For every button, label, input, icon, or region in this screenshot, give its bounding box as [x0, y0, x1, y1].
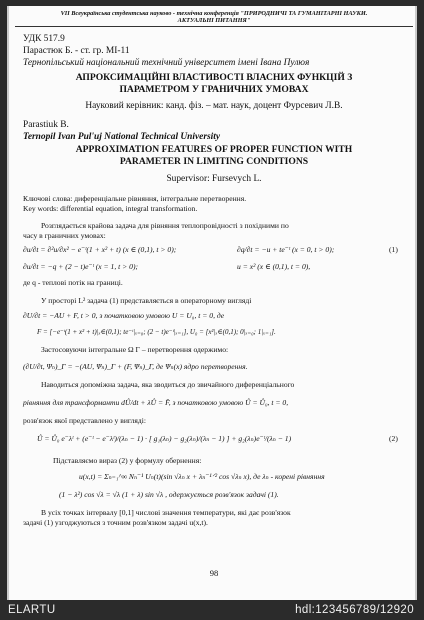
author-en: Parastiuk B. — [23, 120, 69, 130]
supervisor-ua: Науковий керівник: канд. фіз. – мат. наук, доцент Фурсевич Л.В. — [85, 101, 343, 111]
equation-1d: u = x² (x ∈ (0,1), t = 0), — [237, 262, 311, 271]
equation-inversion: u(x,t) = Σₙ₌₁^∞ Nₙ⁻¹ Uₙ(t)(sin √λₙ x + λₙ⁻¹ᐟ² cos √λₙ x), де λₙ - корені рівняння — [79, 472, 325, 481]
keywords-ua: Ключові слова: диференціальне рівняння, інтегральне перетворення. — [23, 194, 247, 203]
equation-1c: ∂u/∂t = −q + (2 − t)e⁻ᵗ (x = 1, t > 0); — [23, 262, 139, 271]
paragraph-auxiliary-line2: рівняння для трансформанти dÛ/dt + λÛ = F̂, з початковою умовою Û = Û₀, t = 0, — [23, 398, 289, 407]
equation-operator: ∂U/∂t = −AU + F, t > 0, з початковою умовою U = U₀, t = 0, де — [23, 311, 225, 320]
paragraph-substitute: Підставляємо вираз (2) у формулу обернення: — [53, 456, 202, 465]
supervisor-en: Supervisor: Fursevych L. — [166, 174, 262, 184]
equation-transform: (∂U/∂t, Ψₙ)_Γ = −(AU, Ψₙ)_Γ + (F, Ψₙ)_Γ, де Ψₙ(x) ядро перетворення. — [23, 362, 248, 371]
paragraph-auxiliary-line3: розв'язок якої представлено у вигляді: — [23, 416, 146, 425]
equation-2-number: (2) — [389, 434, 398, 443]
paragraph-transform: Застосовуючи інтегральне Ω Γ – перетворення одержимо: — [41, 345, 229, 354]
title-ua-line2: ПАРАМЕТРОМ У ГРАНИЧНИХ УМОВАХ — [119, 84, 309, 95]
title-en-line1: APPROXIMATION FEATURES OF PROPER FUNCTION WITH — [75, 144, 353, 155]
paragraph-flux: де q - теплові потік на границі. — [23, 278, 123, 287]
paragraph-intro-line1: Розглядається крайова задача для рівняння теплопровідності з похідними по — [41, 221, 289, 230]
header-rule — [15, 26, 413, 27]
equation-characteristic: (1 − λ²) cos √λ = √λ (1 + λ) sin √λ , одержується розв'язок задачі (1). — [59, 490, 279, 499]
handle-identifier[interactable]: hdl:123456789/12920 — [295, 604, 414, 616]
equation-1-number: (1) — [389, 245, 398, 254]
paragraph-operator: У просторі L² задача (1) представляється в операторному вигляді — [41, 296, 252, 305]
author-ua: Парастюк Б. - ст. гр. МІ-11 — [23, 46, 130, 56]
repository-name: ELARTU — [8, 604, 56, 616]
title-ua-line1: АПРОКСИМАЦІЙНІ ВЛАСТИВОСТІ ВЛАСНИХ ФУНКЦІЙ З — [75, 72, 353, 83]
conference-header-line1: VII Всеукраїнська студентська науково - технічна конференція "ПРИРОДНИЧІ ТА ГУМАНІТАРНІ НАУКИ. — [60, 10, 368, 17]
page-number: 98 — [209, 568, 219, 578]
udc-code: УДК 517.9 — [23, 34, 65, 44]
paragraph-auxiliary-line1: Наводиться допоміжна задача, яка зводиться до звичайного диференціального — [41, 380, 295, 389]
title-en-line2: PARAMETER IN LIMITING CONDITIONS — [119, 156, 309, 167]
equation-vectors: F = [−e⁻ᵗ(1 + x² + t)|ₓ∈(0,1); te⁻ᵗ|ₓ₌₀; (2 − t)e⁻ᵗ|ₓ₌₁], U₀ = [x²|ₓ∈(0,1); 0|ₓ₌₀; 1|ₓ₌₁]. — [37, 328, 276, 336]
equation-1b: ∂q/∂t = −u + te⁻ᵗ (x = 0, t > 0); — [237, 245, 335, 254]
keywords-en: Key words: differential equation, integral transformation. — [23, 204, 198, 213]
paragraph-conclusion-line1: В усіх точках інтервалу [0,1] числові значення температури, які дає розв'язок — [41, 508, 291, 517]
university-ua: Тернопільський національний технічний університет імені Івана Пулюя — [23, 58, 310, 68]
equation-solution: Û = Û₀ e⁻λᵗ + (e⁻ᵗ − e⁻λᵗ)/(λₙ − 1) · [ g₁(λₙ) − g₂(λₙ)/(λₙ − 1) ] + g₂(λₙ)e⁻ᵗ/(λₙ − 1) — [37, 434, 292, 443]
university-en: Ternopil Ivan Pul'uj National Technical University — [23, 132, 220, 142]
paragraph-intro-line2: часу в граничних умовах: — [23, 231, 106, 240]
document-page — [7, 6, 417, 600]
paragraph-conclusion-line2: задачі (1) узгоджуються з точним розв'язком задачі u(x,t). — [23, 518, 208, 527]
conference-header-line2: АКТУАЛЬНІ ПИТАННЯ" — [177, 17, 251, 24]
equation-1a: ∂u/∂t = ∂²u/∂x² − e⁻ᵗ(1 + x² + t) (x ∈ (0,1), t > 0); — [23, 245, 177, 254]
